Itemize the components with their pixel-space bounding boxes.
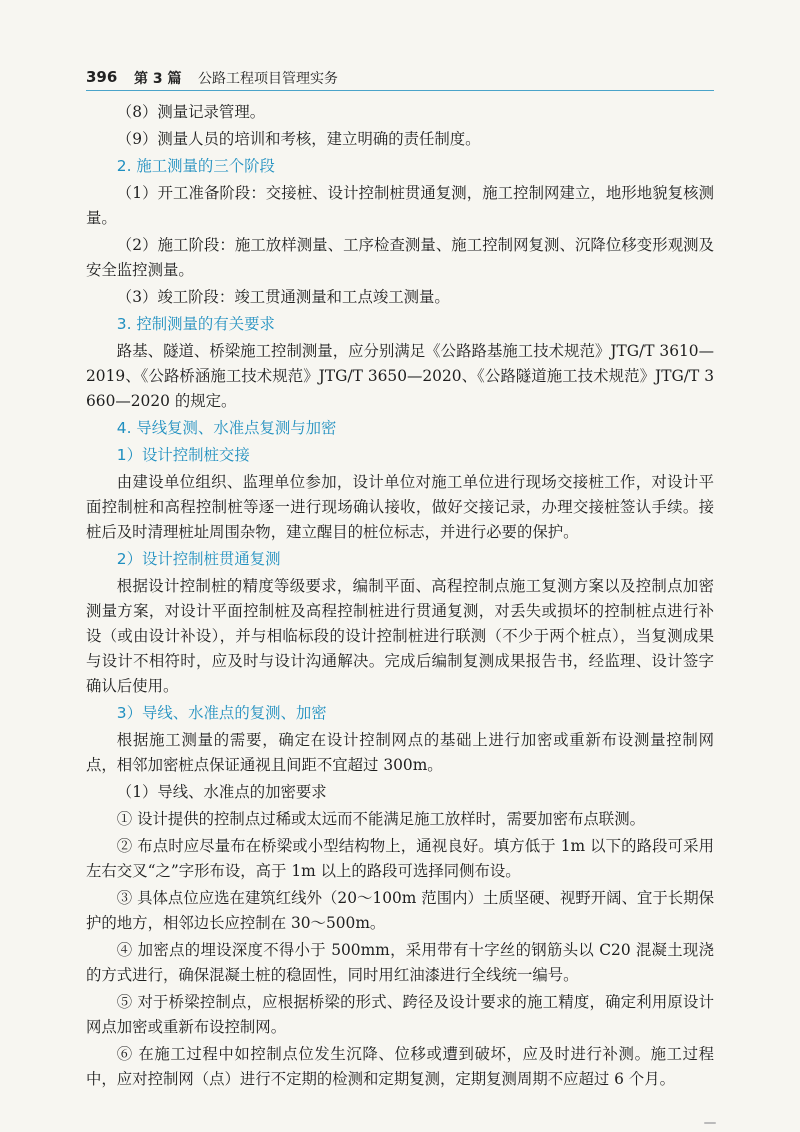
paragraph: ① 设计提供的控制点过稀或太远而不能满足施工放样时，需要加密布点联测。 bbox=[116, 810, 645, 828]
paragraph: （1）导线、水准点的加密要求 bbox=[116, 783, 327, 801]
section-heading: 3. 控制测量的有关要求 bbox=[116, 315, 275, 333]
paragraph: 由建设单位组织、监理单位参加，设计单位对施工单位进行现场交接桩工作，对设计平面控制桩和高程控制桩等逐一进行现场确认接收，做好交接记录，办理交接桩签认手续。接桩后及时清理桩址周围杂物，建立醒目的桩位标志，并进行必要的保护。 bbox=[86, 473, 714, 541]
section-heading: 4. 导线复测、水准点复测与加密 bbox=[116, 419, 337, 437]
running-header bbox=[86, 66, 714, 90]
paragraph: ⑥ 在施工过程中如控制点位发生沉降、位移或遭到破坏，应及时进行补测。施工过程中，应对控制网（点）进行不定期的检测和定期复测，定期复测周期不应超过 6 个月。 bbox=[86, 1045, 714, 1088]
paragraph: 路基、隧道、桥梁施工控制测量，应分别满足《公路路基施工技术规范》JTG/T 3610—2019、《公路桥涵施工技术规范》JTG/T 3650—2020、《公路隧道施工技术规范》JTG/T 3660—2020 的规定。 bbox=[86, 342, 714, 410]
paragraph: （8）测量记录管理。 bbox=[116, 103, 266, 121]
header-rule bbox=[86, 90, 714, 91]
paragraph: （2）施工阶段：施工放样测量、工序检查测量、施工控制网复测、沉降位移变形观测及安全监控测量。 bbox=[86, 236, 714, 279]
chapter-title: 公路工程项目管理实务 bbox=[198, 71, 338, 87]
section-heading: 2）设计控制桩贯通复测 bbox=[116, 550, 281, 568]
paragraph: ⑤ 对于桥梁控制点，应根据桥梁的形式、跨径及设计要求的施工精度，确定利用原设计网点加密或重新布设控制网。 bbox=[86, 993, 714, 1036]
paragraph: 根据设计控制桩的精度等级要求，编制平面、高程控制点施工复测方案以及控制点加密测量方案，对设计平面控制桩及高程控制桩进行贯通复测，对丢失或损坏的控制桩点进行补设（或由设计补设），并与相临标段的设计控制桩进行联测（不少于两个桩点），当复测成果与设计不相符时，应及时与设计沟通解决。完成后编制复测成果报告书，经监理、设计签字确认后使用。 bbox=[86, 577, 714, 695]
chapter-label: 第 3 篇 bbox=[134, 71, 182, 87]
paragraph: ③ 具体点位应选在建筑红线外（20～100m 范围内）土质坚硬、视野开阔、宜于长期保护的地方，相邻边长应控制在 30～500m。 bbox=[86, 889, 714, 932]
paragraph: （3）竣工阶段：竣工贯通测量和工点竣工测量。 bbox=[116, 288, 450, 306]
page-number: 396 bbox=[86, 68, 118, 86]
paragraph: （1）开工准备阶段：交接桩、设计控制桩贯通复测，施工控制网建立，地形地貌复核测量。 bbox=[86, 184, 714, 227]
section-heading: 1）设计控制桩交接 bbox=[116, 446, 250, 464]
paragraph: ④ 加密点的埋设深度不得小于 500mm，采用带有十字丝的钢筋头以 C20 混凝土现浇的方式进行，确保混凝土桩的稳固性，同时用红油漆进行全线统一编号。 bbox=[86, 941, 714, 984]
paragraph: （9）测量人员的培训和考核，建立明确的责任制度。 bbox=[116, 130, 481, 148]
paragraph: ② 布点时应尽量布在桥梁或小型结构物上，通视良好。填方低于 1m 以下的路段可采用左右交叉“之”字形布设，高于 1m 以上的路段可选择同侧布设。 bbox=[86, 837, 714, 880]
section-heading: 3）导线、水准点的复测、加密 bbox=[116, 704, 327, 722]
section-heading: 2. 施工测量的三个阶段 bbox=[116, 157, 275, 175]
scan-mark bbox=[704, 1122, 716, 1124]
page-body bbox=[86, 100, 714, 1094]
paragraph: 根据施工测量的需要，确定在设计控制网点的基础上进行加密或重新布设测量控制网点，相邻加密桩点保证通视且间距不宜超过 300m。 bbox=[86, 731, 714, 774]
